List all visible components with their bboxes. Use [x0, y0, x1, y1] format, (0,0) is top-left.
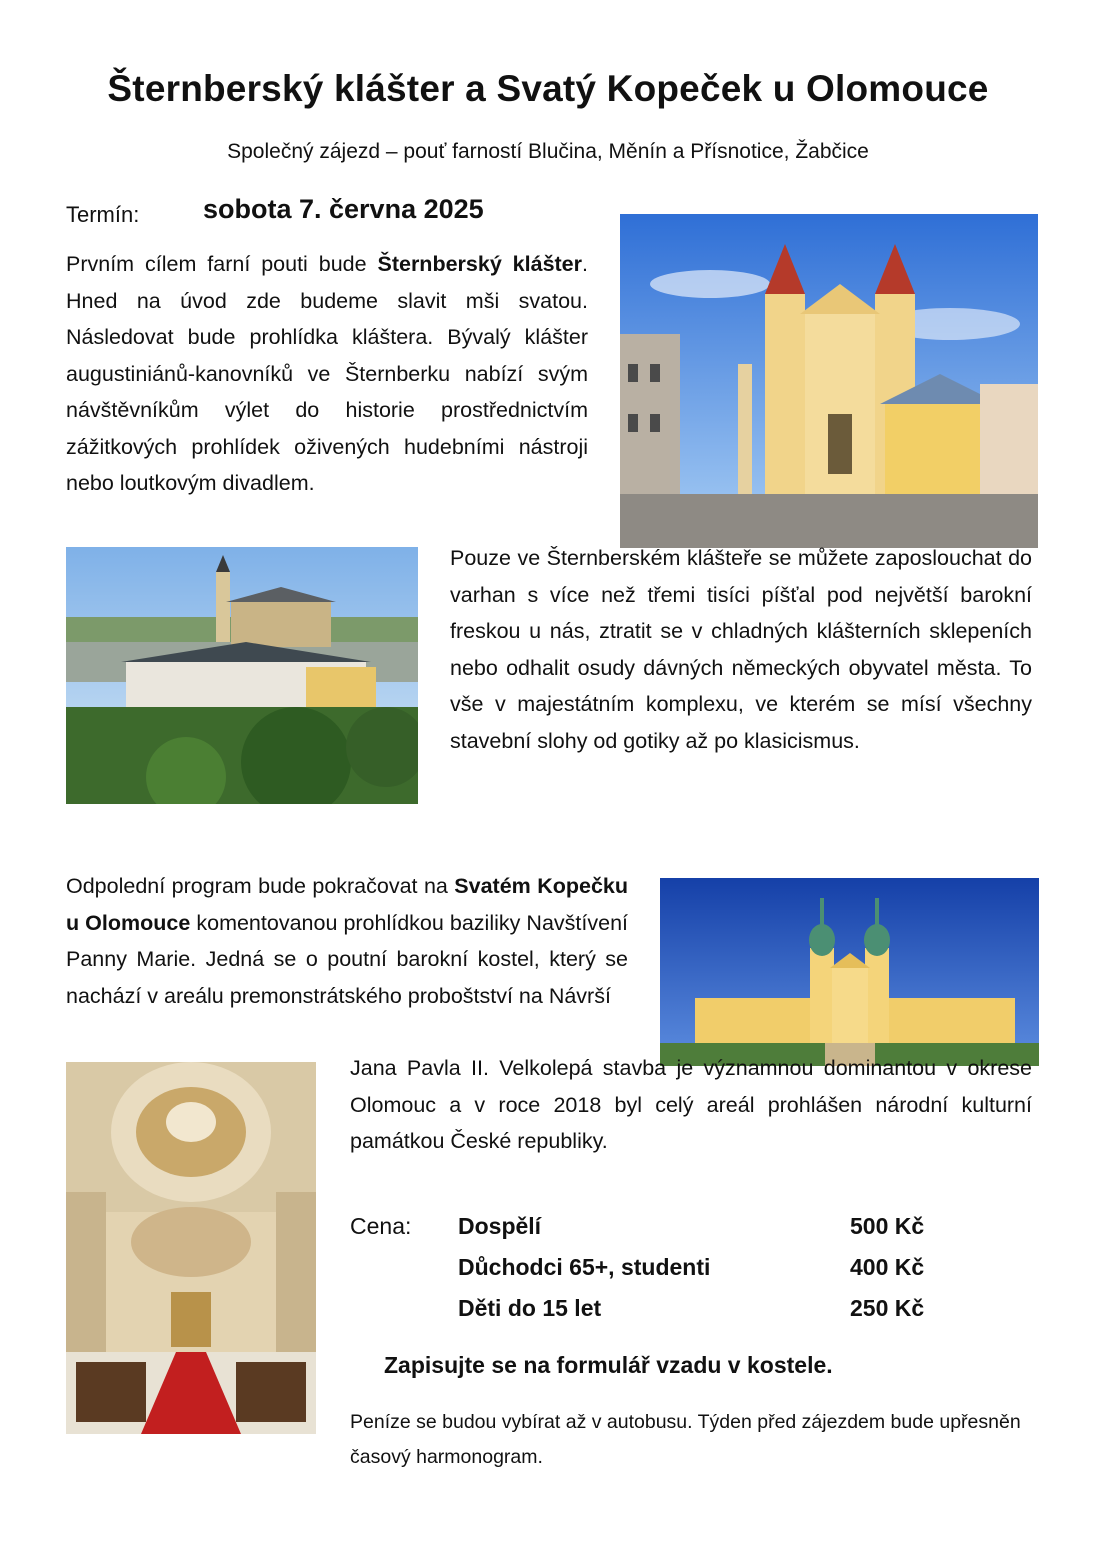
svaty-kopecek-name: Svatém Kopečku u Olomouce: [66, 874, 629, 935]
price-row-value: 400 Kč: [850, 1254, 925, 1280]
price-row-value: 500 Kč: [850, 1213, 925, 1239]
term-label: Termín:: [66, 202, 140, 227]
price-row-name: Důchodci 65+, studenti: [458, 1254, 711, 1280]
sternberk-monastery-name: Šternberský klášter: [377, 252, 583, 276]
photo-basilica-exterior: [660, 878, 1039, 1066]
term-value: sobota 7. června 2025: [203, 194, 484, 224]
photo-basilica-interior: [66, 1062, 316, 1434]
price-row-name: Dospělí: [458, 1213, 542, 1239]
price-label: Cena:: [350, 1213, 412, 1239]
section2-intro: Odpolední program bude pokračovat na Svatém Kopečku u Olomouce komentovanou prohlídkou baziliky Navštívení Panny Marie. Jedná se o poutní barokní kostel, který se nachází v areálu premonstrátského proboštství na Návrší: [66, 874, 629, 1008]
subtitle: Společný zájezd – pouť farností Blučina, Měnín a Přísnotice, Žabčice: [227, 140, 869, 163]
section1-continuation: Pouze ve Šternberském klášteře se můžete zaposlouchat do varhan s více než třemi tisíci píšťal pod největší barokní freskou u nás, ztratit se v chladných klášterních sklepeních nebo odhalit osudy dávných německých obyvatel města. To vše v majestátním komplexu, ve kterém se mísí všechny stavební slohy od gotiky až po klasicismus.: [450, 546, 1032, 753]
price-row-value: 250 Kč: [850, 1295, 925, 1321]
photo-sternberk-monastery: [66, 547, 418, 804]
payment-note: Peníze se budou vybírat až v autobusu. Týden před zájezdem bude upřesněn časový harmonogram.: [350, 1411, 1021, 1468]
page-title: Šternberský klášter a Svatý Kopeček u Olomouce: [107, 68, 989, 109]
section2-continuation: Jana Pavla II. Velkolepá stavba je významnou dominantou v okrese Olomouc a v roce 2018 byl celý areál prohlášen národní kulturní památkou České republiky.: [350, 1056, 1032, 1153]
price-row-name: Děti do 15 let: [458, 1295, 602, 1321]
photo-sternberk-square: [620, 214, 1038, 548]
signup-notice: Zapisujte se na formulář vzadu v kostele.: [384, 1352, 833, 1378]
section1-intro: Prvním cílem farní pouti bude Šternberský klášter. Hned na úvod zde budeme slavit mši svatou. Následovat bude prohlídka kláštera. Bývalý klášter augustiniánů-kanovníků ve Šternberku nabízí svým návštěvníkům výlet do historie prostřednictvím zážitkových prohlídek oživených hudebními nástroji nebo loutkovým divadlem.: [66, 252, 588, 495]
